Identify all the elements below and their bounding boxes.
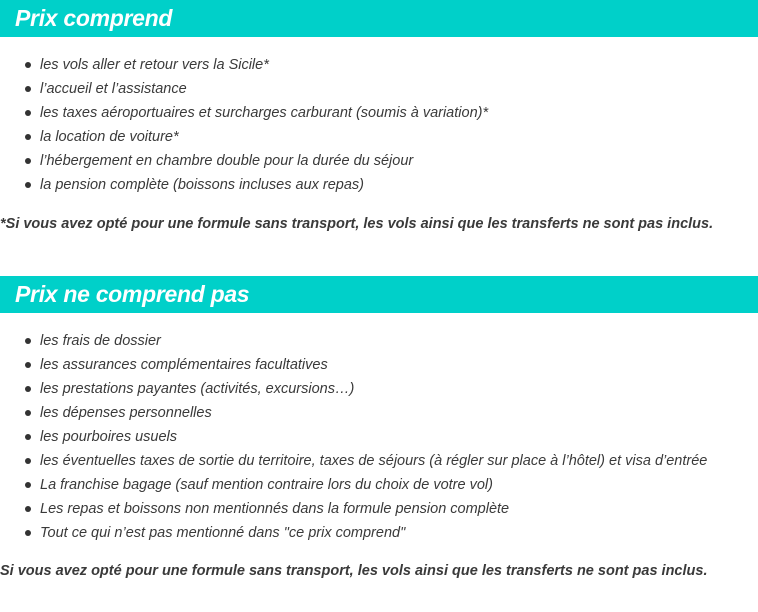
transport-note: Si vous avez opté pour une formule sans transport, les vols ainsi que les transferts ne sont pas inclus. [0,563,708,579]
price-excludes-title: Prix ne comprend pas [15,281,250,307]
list-item [0,101,758,125]
list-item [0,401,758,425]
list-item-text: les vols aller et retour vers la Sicile* [40,57,269,73]
list-item [0,353,758,377]
list-item-text: les éventuelles taxes de sortie du territoire, taxes de séjours (à régler sur place à l’hôtel) et visa d’entrée [40,453,708,469]
bullet-icon [25,410,31,416]
list-item [0,53,758,77]
list-item [0,149,758,173]
price-includes-header [0,0,758,37]
list-item-text: les dépenses personnelles [40,405,212,421]
bullet-icon [25,182,31,188]
bullet-icon [25,482,31,488]
list-item-text: l’hébergement en chambre double pour la durée du séjour [40,153,414,169]
bullet-icon [25,62,31,68]
list-item [0,77,758,101]
list-item-text: les taxes aéroportuaires et surcharges carburant (soumis à variation)* [40,105,489,121]
list-item [0,497,758,521]
bullet-icon [25,506,31,512]
bullet-icon [25,530,31,536]
bullet-icon [25,386,31,392]
list-item-text: l’accueil et l’assistance [40,81,187,97]
list-item [0,449,758,473]
list-item [0,125,758,149]
price-excludes-list [0,329,758,545]
list-item [0,521,758,545]
price-excludes-header [0,276,758,313]
transport-note: *Si vous avez opté pour une formule sans transport, les vols ainsi que les transferts ne sont pas inclus. [0,216,714,232]
list-item-text: les prestations payantes (activités, excursions…) [40,381,355,397]
list-item-text: les pourboires usuels [40,429,178,445]
bullet-icon [25,362,31,368]
list-item-text: les assurances complémentaires facultatives [40,357,328,373]
bullet-icon [25,134,31,140]
bullet-icon [25,338,31,344]
bullet-icon [25,434,31,440]
list-item-text: Tout ce qui n’est pas mentionné dans "ce prix comprend" [40,525,406,541]
list-item-text: la location de voiture* [40,129,179,145]
bullet-icon [25,110,31,116]
price-includes-section [0,0,758,234]
list-item [0,173,758,197]
price-includes-title: Prix comprend [15,5,173,31]
price-excludes-section [0,276,758,581]
list-item-text: Les repas et boissons non mentionnés dans la formule pension complète [40,501,510,517]
list-item [0,425,758,449]
list-item-text: les frais de dossier [40,333,161,349]
list-item [0,377,758,401]
bullet-icon [25,158,31,164]
list-item [0,329,758,353]
list-item-text: La franchise bagage (sauf mention contraire lors du choix de votre vol) [40,477,493,493]
bullet-icon [25,86,31,92]
list-item [0,473,758,497]
bullet-icon [25,458,31,464]
list-item-text: la pension complète (boissons incluses aux repas) [40,177,365,193]
price-includes-list [0,53,758,197]
